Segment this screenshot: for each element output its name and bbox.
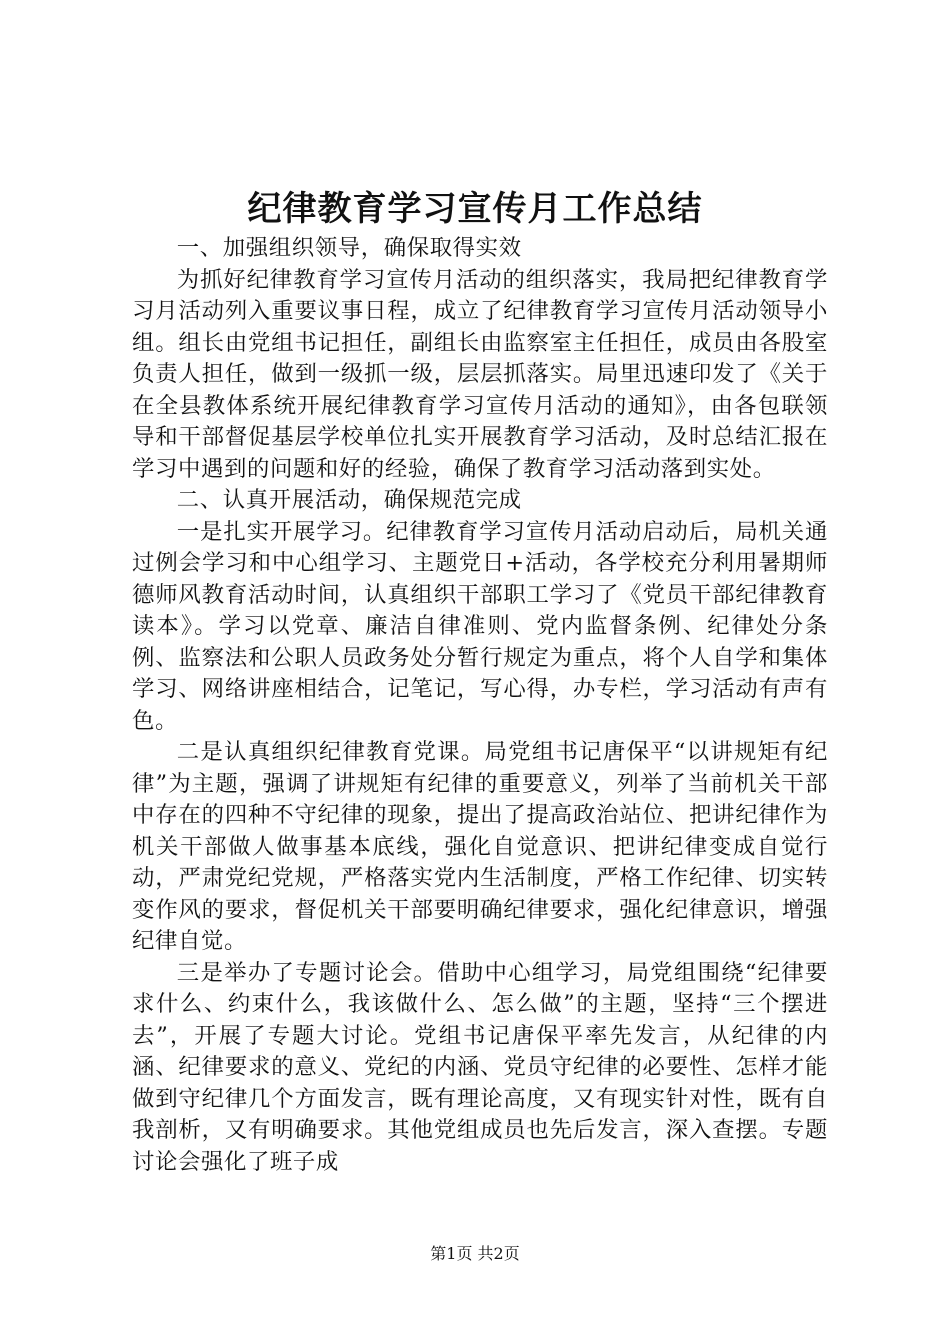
paragraph-4: 三是举办了专题讨论会。借助中心组学习，局党组围绕“纪律要求什么、约束什么，我该做什么、怎么做”的主题，坚持“三个摆进去”，开展了专题大讨论。党组书记唐保平率先发言，从纪律的内涵、纪律要求的意义、党纪的内涵、党员守纪律的必要性、怎样才能做到守纪律几个方面发言，既有理论高度，又有现实针对性，既有自我剖析，又有明确要求。其他党组成员也先后发言，深入查摆。专题讨论会强化了班子成 <box>132 959 828 1175</box>
document-body <box>132 233 828 1178</box>
paragraph-3: 二是认真组织纪律教育党课。局党组书记唐保平“以讲规矩有纪律”为主题，强调了讲规矩有纪律的重要意义，列举了当前机关干部中存在的四种不守纪律的现象，提出了提高政治站位、把讲纪律作为机关干部做人做事基本底线，强化自觉意识、把讲纪律变成自觉行动，严肃党纪党规，严格落实党内生活制度，严格工作纪律、切实转变作风的要求，督促机关干部要明确纪律要求，强化纪律意识，增强纪律自觉。 <box>132 739 828 954</box>
document-title: 纪律教育学习宣传月工作总结 <box>247 189 703 229</box>
section-heading-2: 二、认真开展活动，确保规范完成 <box>176 487 522 513</box>
page-footer: 第1页 共2页 <box>430 1244 520 1263</box>
paragraph-1: 为抓好纪律教育学习宣传月活动的组织落实，我局把纪律教育学习月活动列入重要议事日程，成立了纪律教育学习宣传月活动领导小组。组长由党组书记担任，副组长由监察室主任担任，成员由各股室负责人担任，做到一级抓一级，层层抓落实。局里迅速印发了《关于在全县教体系统开展纪律教育学习宣传月活动的通知》，由各包联领导和干部督促基层学校单位扎实开展教育学习活动，及时总结汇报在学习中遇到的问题和好的经验，确保了教育学习活动落到实处。 <box>132 266 828 482</box>
paragraph-2: 一是扎实开展学习。纪律教育学习宣传月活动启动后，局机关通过例会学习和中心组学习、主题党日+活动，各学校充分利用暑期师德师风教育活动时间，认真组织干部职工学习了《党员干部纪律教育读本》。学习以党章、廉洁自律准则、党内监督条例、纪律处分条例、监察法和公职人员政务处分暂行规定为重点，将个人自学和集体学习、网络讲座相结合，记笔记，写心得，办专栏，学习活动有声有色。 <box>132 518 828 734</box>
section-heading-1: 一、加强组织领导，确保取得实效 <box>176 235 522 261</box>
